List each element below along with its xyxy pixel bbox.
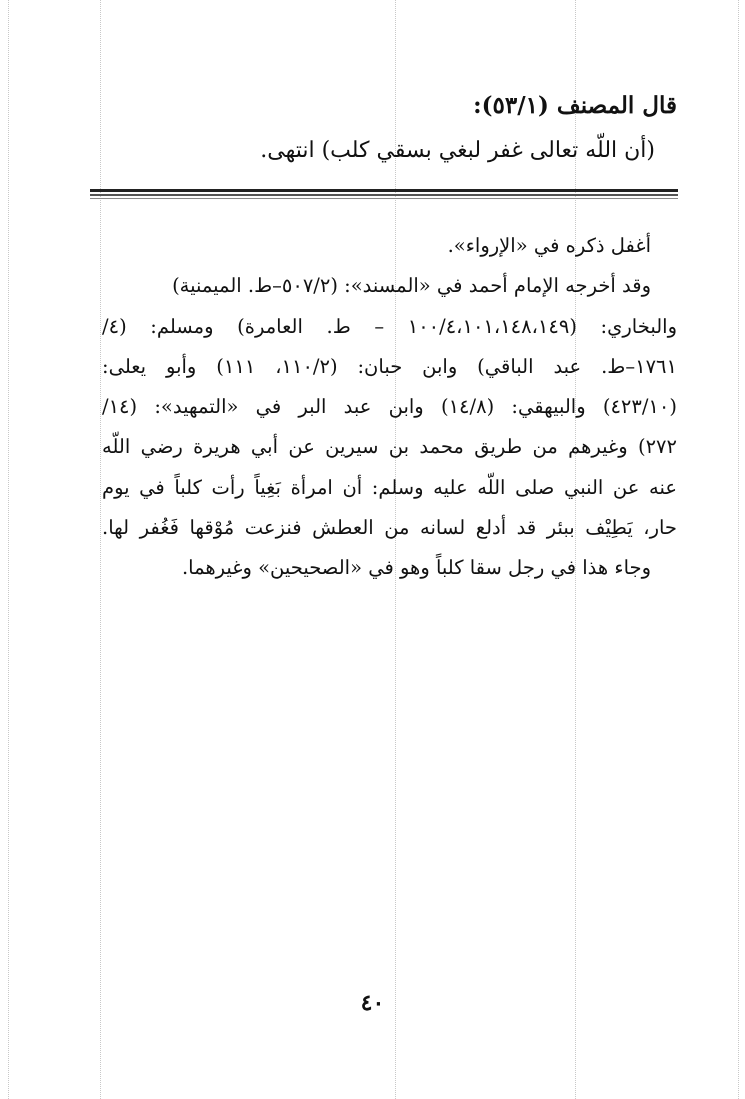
text-line: عنه عن النبي صلى اللّه عليه وسلم: أن امرأة بَغِياً رأت كلباً في يوم bbox=[102, 475, 677, 499]
separator-rule bbox=[90, 189, 678, 192]
text-line: (٤٢٣/١٠) والبيهقي: (١٤/٨) وابن عبد البر في «التمهيد»: (١٤/ bbox=[102, 395, 677, 419]
scan-artifact-line bbox=[8, 0, 9, 1099]
separator-rule bbox=[90, 198, 678, 199]
text-line: ٢٧٢) وغيرهم من طريق محمد بن سيرين عن أبي هريرة رضي اللّه bbox=[102, 435, 677, 459]
page-number: ٤٠ bbox=[360, 990, 385, 1016]
text-line: ١٧٦١–ط. عبد الباقي) وابن حبان: (١١٠/٢، ١١١) وأبو يعلى: bbox=[102, 354, 677, 378]
scan-artifact-line bbox=[738, 0, 739, 1099]
separator-rule bbox=[90, 194, 678, 196]
quoted-statement: (أن اللّه تعالى غفر لبغي بسقي كلب) انتهى. bbox=[260, 138, 655, 163]
text-line: وجاء هذا في رجل سقا كلباً وهو في «الصحيحين» وغيرهما. bbox=[181, 556, 651, 580]
commentary-text bbox=[102, 226, 677, 589]
text-line: وقد أخرجه الإمام أحمد في «المسند»: (٥٠٧/٢–ط. الميمنية) bbox=[172, 274, 651, 298]
text-line: حار، يَطِيْف ببئر قد أدلع لسانه من العطش فنزعت مُوْقها فَغُفر لها. bbox=[102, 516, 677, 540]
section-heading: قال المصنف (٥٣/١): bbox=[473, 92, 677, 119]
text-line: والبخاري: (١٠٠/٤،١٠١،١٤٨،١٤٩ – ط. العامرة) ومسلم: (٤/ bbox=[102, 314, 677, 338]
text-line: أغفل ذكره في «الإرواء». bbox=[447, 234, 651, 257]
